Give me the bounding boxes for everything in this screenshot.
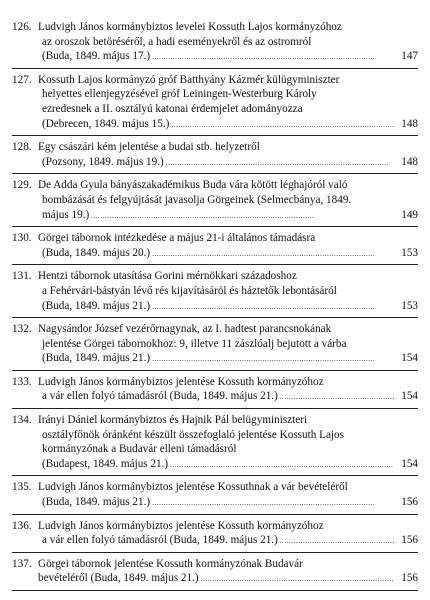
entry-source-text: a vár ellen folyó támadásról (Buda, 1849. május 21.) [42, 390, 278, 403]
dot-leader [280, 389, 394, 405]
entry-number: 126. [12, 21, 32, 33]
entry-number: 137. [12, 557, 32, 570]
entry-source-text: (Pozsony, 1849. május 19.) [42, 155, 164, 168]
page-number: 147 [401, 50, 418, 63]
toc-entry [12, 231, 418, 261]
entry-source-line [42, 299, 418, 315]
entry-continuation-line: jelentése Görgei tábornokhoz: 9, illetve 11 zászlóalj bejutott a várba [42, 337, 347, 350]
entry-source-text: (Debrecen, 1849. május 15.) [42, 117, 170, 130]
toc-entry [12, 178, 418, 223]
entry-source-line [42, 533, 418, 549]
entry-title-line: Hentzi tábornok utasítása Gorini mérnökkari századoshoz [38, 270, 297, 283]
dot-leader [152, 351, 394, 367]
entry-number: 127. [12, 73, 32, 86]
entry-divider [12, 552, 418, 553]
entry-continuation-line: az oroszok betöréséről, a hadi eseményekről és az ostromról [42, 35, 312, 48]
dot-leader [166, 155, 394, 171]
entry-divider [12, 590, 418, 591]
entry-source-text: a vár ellen folyó támadásról (Buda, 1849. május 21.) [42, 534, 278, 547]
entry-continuation-line: bombázását és felgyújtását javasolja Görgeinek (Selmecbánya, 1849. [42, 193, 352, 206]
entry-source-text: május 19.) [42, 208, 90, 221]
entry-source-text: (Buda, 1849. május 20.) [42, 246, 151, 259]
entry-number: 135. [12, 481, 32, 494]
entry-divider [12, 226, 418, 227]
page-number: 154 [401, 457, 418, 470]
page-number: 154 [401, 390, 418, 403]
toc-entry [12, 20, 418, 65]
toc-entry [12, 73, 418, 132]
dot-leader [91, 208, 394, 224]
entry-divider [12, 317, 418, 318]
entry-source-line [42, 155, 418, 171]
entry-divider [12, 68, 418, 69]
entry-title-line: De Adda Gyula bányászakadémikus Buda vára kötött léghajóról való [38, 179, 348, 192]
entry-divider [12, 514, 418, 515]
entry-source-line [42, 457, 418, 473]
toc-entry [12, 140, 418, 170]
entry-source-text: bevételéről (Buda, 1849. május 21.) [38, 572, 199, 585]
entry-continuation-line: a Fehérvári-bástyán lévő rés kijavításáról és háztetők lebontásáról [42, 284, 337, 297]
entry-title-line: Ludvigh János kormánybiztos levelei Kossuth Lajos kormányzóhoz [38, 21, 342, 33]
entry-number: 134. [12, 414, 32, 427]
entry-source-line [42, 351, 418, 367]
entry-title-line: Nagysándor József vezérőrnagynak, az I. hadtest parancsnokának [38, 323, 332, 336]
entry-continuation-line: ezredesnek a II. osztályú katonai érdemjelet adományozza [42, 102, 303, 115]
entry-source-text: (Budapest, 1849. május 21.) [42, 457, 169, 470]
page-number: 148 [401, 117, 418, 130]
table-of-contents [12, 20, 418, 595]
page-number: 156 [401, 496, 418, 509]
entry-title-line: Ludvigh János kormánybiztos jelentése Kossuth kormányzóhoz [38, 519, 324, 532]
entry-number: 136. [12, 519, 32, 532]
entry-number: 128. [12, 141, 32, 154]
dot-leader [201, 571, 394, 587]
entry-divider [12, 475, 418, 476]
entry-number: 131. [12, 270, 32, 283]
page-number: 153 [401, 246, 418, 259]
dot-leader [170, 457, 394, 473]
entry-source-text: (Buda, 1849. május 21.) [42, 299, 151, 312]
entry-continuation-line: helyettes ellenjegyzésével gróf Leiningen-Westerburg Károly [42, 88, 317, 101]
toc-entry [12, 375, 418, 405]
page-number: 148 [401, 155, 418, 168]
toc-entry [12, 519, 418, 549]
entry-number: 132. [12, 323, 32, 336]
toc-entry [12, 413, 418, 472]
entry-number: 129. [12, 179, 32, 192]
entry-source-text: (Buda, 1849. május 17.) [42, 50, 151, 63]
toc-entry [12, 322, 418, 367]
entry-source-line [42, 389, 418, 405]
entry-divider [12, 408, 418, 409]
entry-source-text: (Buda, 1849. május 21.) [42, 496, 151, 509]
entry-continuation-line: osztályfőnök óránként készült összefoglaló jelentése Kossuth Lajos [42, 428, 344, 441]
entry-title-line: Irányi Dániel kormánybiztos és Hajnik Pál belügyminiszteri [38, 414, 308, 427]
dot-leader [152, 246, 394, 262]
entry-divider [12, 173, 418, 174]
entry-source-line [42, 246, 418, 262]
dot-leader [152, 495, 394, 511]
entry-source-line [38, 571, 418, 587]
entry-number: 133. [12, 375, 32, 388]
entry-source-line [42, 208, 418, 224]
entry-source-text: (Buda, 1849. május 21.) [42, 352, 151, 365]
dot-leader [152, 49, 394, 65]
entry-title-line: Görgei tábornok jelentése Kossuth kormányzónak Budavár [38, 557, 303, 570]
dot-leader [152, 299, 394, 315]
entry-divider [12, 264, 418, 265]
entry-source-line [42, 49, 418, 65]
toc-entry [12, 269, 418, 314]
entry-divider [12, 370, 418, 371]
page-number: 154 [401, 352, 418, 365]
page-number: 149 [401, 208, 418, 221]
page-number: 156 [401, 534, 418, 547]
page-number: 153 [401, 299, 418, 312]
dot-leader [280, 533, 394, 549]
entry-title-line: Egy császári kém jelentése a budai stb. helyzetről [38, 141, 260, 154]
toc-entry [12, 557, 418, 587]
entry-title-line: Ludvigh János kormánybiztos jelentése Kossuthnak a vár bevételéről [38, 481, 348, 494]
toc-entry [12, 480, 418, 510]
entry-divider [12, 135, 418, 136]
entry-continuation-line: kormányzónak a Budavár elleni támadásról [42, 443, 237, 456]
page-number: 156 [401, 572, 418, 585]
entry-title-line: Kossuth Lajos kormányzó gróf Batthyány Kázmér külügyminiszter [38, 73, 340, 86]
entry-number: 130. [12, 232, 32, 245]
entry-title-line: Ludvigh János kormánybiztos jelentése Kossuth kormányzóhoz [38, 375, 324, 388]
entry-source-line [42, 495, 418, 511]
entry-title-line: Görgei tábornok intézkedése a május 21-i általános támadásra [38, 232, 316, 245]
dot-leader [171, 117, 394, 133]
entry-source-line [42, 117, 418, 133]
